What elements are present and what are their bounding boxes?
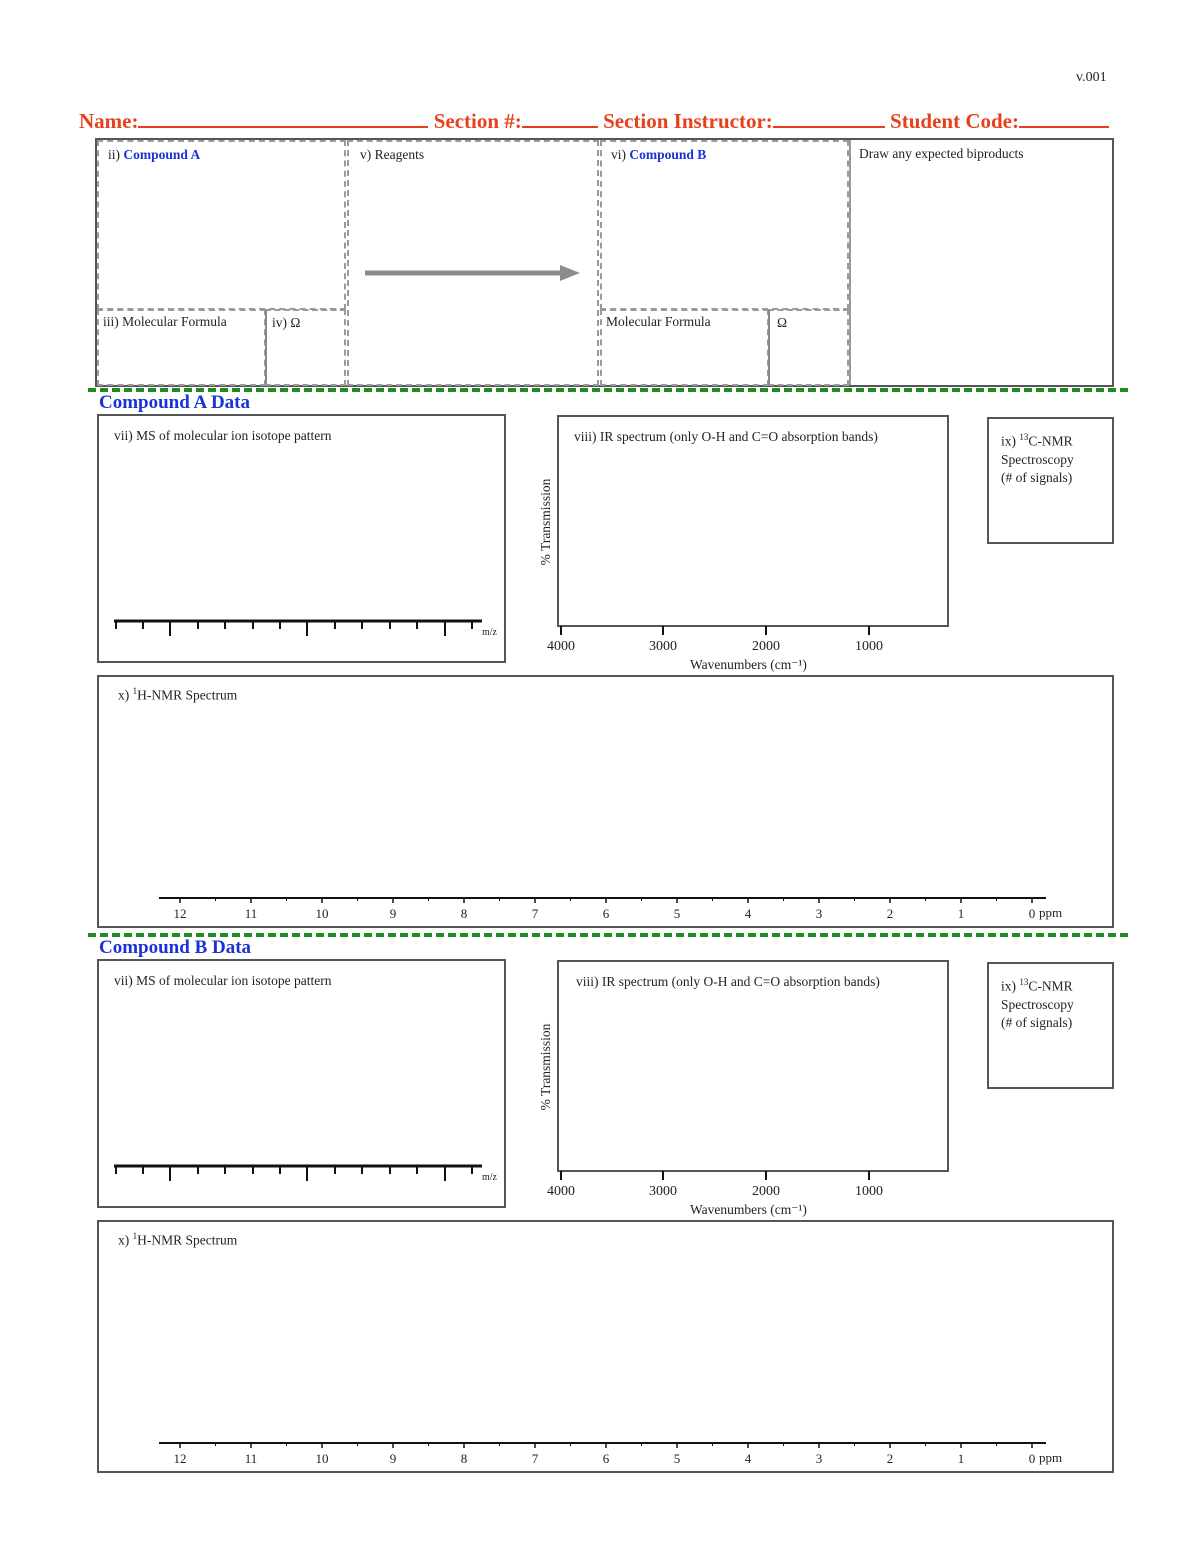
section-field[interactable] (522, 108, 598, 128)
nmr-tick-label: 9 (389, 906, 397, 921)
ir-label-a: viii) IR spectrum (only O-H and C=O absorption bands) (574, 429, 878, 444)
ms-label-a: vii) MS of molecular ion isotope pattern (114, 428, 332, 443)
nmr-tick-label: 7 (531, 1451, 539, 1466)
reaction-arrow-icon (360, 262, 585, 286)
compound-b-data-title: Compound B Data (99, 937, 252, 958)
omega-a-label: iv) Ω (272, 315, 301, 330)
reagents-label: v) Reagents (360, 147, 425, 162)
compound-a-label: ii) Compound A (108, 147, 201, 162)
ir-tick-a-3000: 3000 (649, 639, 677, 652)
nmr-tick-label: 6 (602, 906, 610, 921)
nmr-tick-label: 7 (531, 906, 539, 921)
ir-box-b[interactable] (557, 960, 949, 1172)
nmr-tick-label: 2 (886, 1451, 894, 1466)
ir-ylabel-a: % Transmission (538, 478, 553, 566)
cnmr-label-a: ix) $^{13}$C-NMR Spectroscopy (# of signals) (1001, 432, 1074, 485)
molecular-formula-b-box[interactable] (600, 309, 769, 386)
compound-a-box[interactable] (97, 140, 346, 310)
ir-tick-b-2000: 2000 (752, 1184, 780, 1197)
name-field[interactable] (138, 108, 428, 128)
biproducts-label: Draw any expected biproducts (859, 146, 1024, 161)
ir-tick-a-4000: 4000 (547, 639, 575, 652)
nmr-tick-label: 6 (602, 1451, 610, 1466)
ms-axis-a (110, 612, 505, 646)
ir-xlabel-b: Wavenumbers (cm⁻¹) (690, 1202, 807, 1217)
hnmr-label-a: x) $^1$H-NMR Spectrum (118, 686, 238, 703)
omega-b-label: Ω (777, 315, 788, 330)
nmr-tick-label: 0 (1028, 1451, 1036, 1466)
ms-unit-b: m/z (482, 1172, 497, 1183)
version-label: v.001 (1076, 70, 1107, 85)
molecular-formula-a-box[interactable] (97, 309, 266, 386)
nmr-tick-label: 1 (957, 906, 965, 921)
cnmr-box-b[interactable] (987, 962, 1114, 1089)
section-label: Section #: (433, 109, 522, 133)
ir-axis-a (540, 624, 900, 652)
compound-b-label: vi) Compound B (611, 147, 707, 162)
nmr-tick-label: 4 (744, 906, 752, 921)
ir-ylabel-b: % Transmission (538, 1023, 553, 1111)
ir-box-a[interactable] (557, 415, 949, 627)
ir-label-b: viii) IR spectrum (only O-H and C=O absorption bands) (576, 974, 880, 989)
nmr-unit-label: ppm (1039, 1450, 1063, 1465)
ir-tick-b-1000: 1000 (855, 1184, 883, 1197)
ir-tick-b-4000: 4000 (547, 1184, 575, 1197)
nmr-tick-label: 9 (389, 1451, 397, 1466)
omega-a-box[interactable] (265, 309, 346, 386)
nmr-unit-label: ppm (1039, 905, 1063, 920)
hnmr-box-a[interactable] (97, 675, 1114, 928)
header-row (79, 108, 1109, 134)
nmr-tick-label: 1 (957, 1451, 965, 1466)
hnmr-axis-b (155, 1437, 1075, 1471)
ms-axis-b (110, 1157, 505, 1191)
student-code-label: Student Code: (890, 109, 1019, 133)
biproducts-box[interactable] (849, 140, 1112, 385)
nmr-tick-label: 5 (673, 1451, 681, 1466)
omega-b-box[interactable] (768, 309, 849, 386)
cnmr-box-a[interactable] (987, 417, 1114, 544)
molecular-formula-a-label: iii) Molecular Formula (103, 314, 227, 329)
ir-axis-b (540, 1169, 900, 1197)
instructor-field[interactable] (773, 108, 885, 128)
nmr-tick-label: 4 (744, 1451, 752, 1466)
ms-unit-a: m/z (482, 627, 497, 638)
student-code-field[interactable] (1019, 108, 1109, 128)
nmr-tick-label: 10 (315, 1451, 329, 1466)
ir-xlabel-a: Wavenumbers (cm⁻¹) (690, 657, 807, 672)
nmr-tick-label: 8 (460, 906, 468, 921)
nmr-tick-label: 5 (673, 906, 681, 921)
name-label: Name: (79, 109, 139, 133)
hnmr-box-b[interactable] (97, 1220, 1114, 1473)
ir-tick-b-3000: 3000 (649, 1184, 677, 1197)
ms-label-b: vii) MS of molecular ion isotope pattern (114, 973, 332, 988)
ir-tick-a-2000: 2000 (752, 639, 780, 652)
ir-tick-a-1000: 1000 (855, 639, 883, 652)
hnmr-axis-a (155, 892, 1075, 926)
nmr-tick-label: 3 (815, 1451, 823, 1466)
nmr-tick-label: 11 (244, 1451, 258, 1466)
nmr-tick-label: 8 (460, 1451, 468, 1466)
nmr-tick-label: 11 (244, 906, 258, 921)
instructor-label: Section Instructor: (603, 109, 773, 133)
molecular-formula-b-label: Molecular Formula (606, 314, 711, 329)
nmr-tick-label: 2 (886, 906, 894, 921)
compound-a-data-title: Compound A Data (99, 392, 250, 413)
hnmr-label-b: x) $^1$H-NMR Spectrum (118, 1231, 238, 1248)
nmr-tick-label: 12 (173, 1451, 187, 1466)
nmr-tick-label: 12 (173, 906, 187, 921)
compound-b-box[interactable] (600, 140, 849, 310)
nmr-tick-label: 0 (1028, 906, 1036, 921)
cnmr-label-b: ix) $^{13}$C-NMR Spectroscopy (# of signals) (1001, 977, 1074, 1030)
nmr-tick-label: 10 (315, 906, 329, 921)
nmr-tick-label: 3 (815, 906, 823, 921)
